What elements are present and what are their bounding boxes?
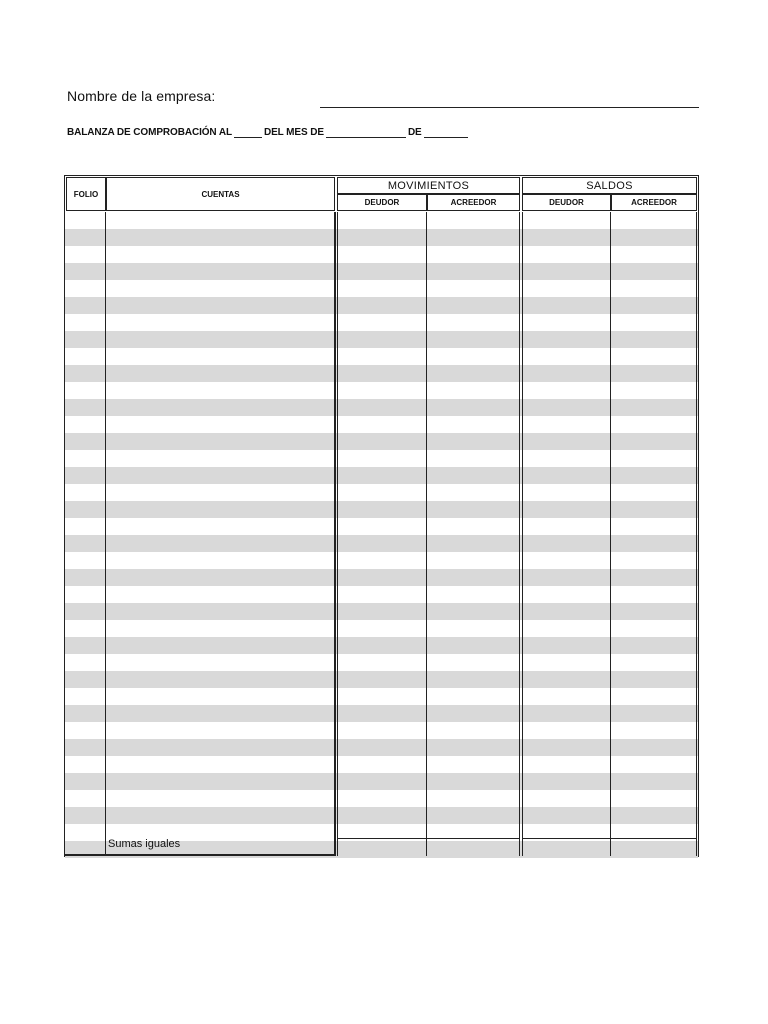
saldos-deudor-header: DEUDOR xyxy=(522,194,611,211)
table-row[interactable] xyxy=(65,518,698,535)
movimientos-acreedor-header: ACREEDOR xyxy=(427,194,520,211)
table-row[interactable] xyxy=(65,365,698,382)
table-row[interactable] xyxy=(65,297,698,314)
table-row[interactable] xyxy=(65,501,698,518)
saldos-header: SALDOS xyxy=(522,177,697,194)
column-divider xyxy=(519,212,520,856)
column-divider xyxy=(337,212,338,856)
saldos-acreedor-header: ACREEDOR xyxy=(611,194,697,211)
movimientos-header: MOVIMIENTOS xyxy=(337,177,520,194)
totals-divider xyxy=(522,838,697,839)
day-blank-field[interactable] xyxy=(234,126,262,138)
balance-title-year-label: DE xyxy=(407,127,422,138)
table-row[interactable] xyxy=(65,807,698,824)
table-row[interactable] xyxy=(65,467,698,484)
table-body xyxy=(65,212,698,856)
table-row[interactable] xyxy=(65,603,698,620)
table-row[interactable] xyxy=(65,739,698,756)
balance-title xyxy=(67,126,470,138)
table-row[interactable] xyxy=(65,331,698,348)
company-name-label: Nombre de la empresa: xyxy=(67,88,216,104)
cuentas-header: CUENTAS xyxy=(106,177,335,211)
folio-header: FOLIO xyxy=(66,177,106,211)
totals-label: Sumas iguales xyxy=(108,838,181,850)
column-divider xyxy=(610,212,611,856)
movimientos-deudor-header: DEUDOR xyxy=(337,194,427,211)
table-row[interactable] xyxy=(65,212,698,229)
column-divider xyxy=(334,212,336,856)
table-row[interactable] xyxy=(65,246,698,263)
table-row[interactable] xyxy=(65,280,698,297)
company-name-field[interactable] xyxy=(320,107,699,108)
table-row[interactable] xyxy=(65,484,698,501)
column-divider xyxy=(696,212,697,856)
balance-title-month-label: DEL MES DE xyxy=(263,127,324,138)
table-row[interactable] xyxy=(65,773,698,790)
column-divider xyxy=(426,212,427,856)
table-row[interactable] xyxy=(65,654,698,671)
table-row[interactable] xyxy=(65,263,698,280)
table-row[interactable] xyxy=(65,348,698,365)
totals-divider xyxy=(337,838,520,839)
table-row[interactable] xyxy=(65,722,698,739)
table-row[interactable] xyxy=(65,552,698,569)
table-row[interactable] xyxy=(65,671,698,688)
table-row[interactable] xyxy=(65,535,698,552)
table-row[interactable] xyxy=(65,416,698,433)
table-row[interactable] xyxy=(65,450,698,467)
trial-balance-table xyxy=(64,175,699,857)
column-divider xyxy=(105,212,106,856)
table-row[interactable] xyxy=(65,229,698,246)
year-blank-field[interactable] xyxy=(424,126,468,138)
bottom-border xyxy=(65,854,335,856)
column-divider xyxy=(522,212,523,856)
month-blank-field[interactable] xyxy=(326,126,406,138)
table-row[interactable] xyxy=(65,586,698,603)
table-row[interactable] xyxy=(65,569,698,586)
table-row[interactable] xyxy=(65,433,698,450)
balance-title-prefix: BALANZA DE COMPROBACIÓN AL xyxy=(67,127,232,138)
table-row[interactable] xyxy=(65,637,698,654)
table-row[interactable] xyxy=(65,790,698,807)
table-row[interactable] xyxy=(65,399,698,416)
table-row[interactable] xyxy=(65,756,698,773)
table-rows xyxy=(65,212,698,858)
table-row[interactable] xyxy=(65,705,698,722)
table-row[interactable] xyxy=(65,314,698,331)
table-row[interactable] xyxy=(65,620,698,637)
table-row[interactable] xyxy=(65,688,698,705)
table-row[interactable] xyxy=(65,382,698,399)
